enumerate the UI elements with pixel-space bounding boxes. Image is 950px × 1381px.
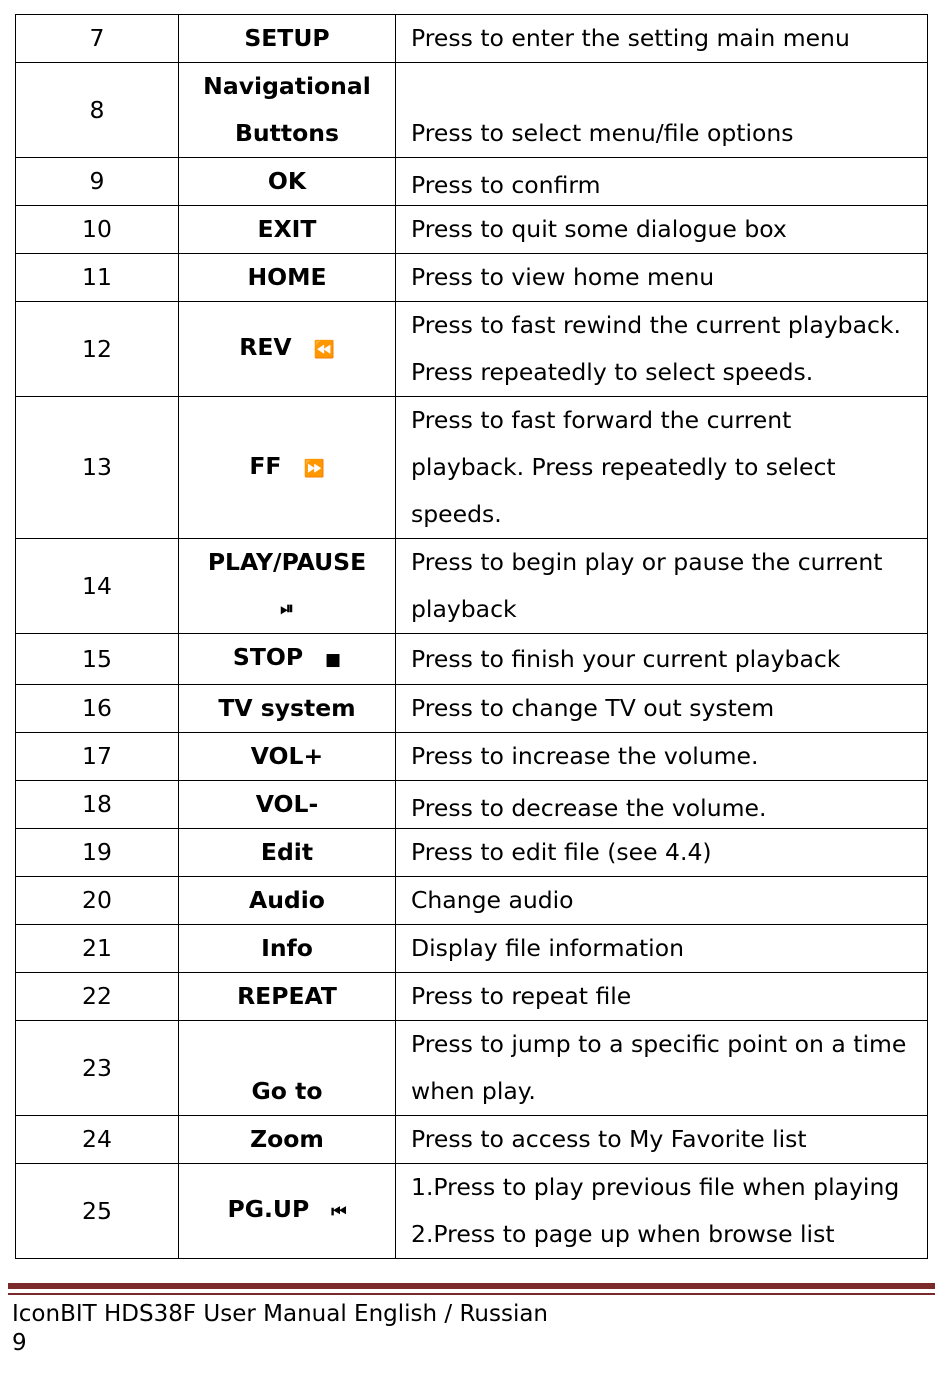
button-description: Press to quit some dialogue box [396,206,928,254]
button-name-text: PG.UP [227,1195,310,1223]
button-description [396,302,928,397]
button-number: 19 [16,829,179,877]
button-description [396,1164,928,1259]
table-row [16,634,928,685]
description-line: Press to fast rewind the current playback. [411,311,901,339]
button-description: Press to change TV out system [396,685,928,733]
button-description [396,397,928,539]
button-name-text: STOP [232,643,304,671]
button-name [179,539,396,634]
table-row [16,15,928,63]
description-line: Press to jump to a specific point on a time [411,1030,907,1058]
button-name: Audio [179,877,396,925]
button-name-text: PLAY/PAUSE [207,548,367,576]
table-row [16,206,928,254]
description-line: Press to begin play or pause the current [411,548,883,576]
button-description: Press to enter the setting main menu [396,15,928,63]
footer-divider-thin [8,1293,935,1295]
remote-buttons-table [15,14,928,1259]
button-number: 17 [16,733,179,781]
button-description: Press to select menu/file options [396,63,928,158]
button-name-text: FF [249,451,282,480]
description-line: Press to fast forward the current [411,406,792,434]
button-description: Press to edit file (see 4.4) [396,829,928,877]
table-row [16,63,928,158]
button-number: 15 [16,634,179,685]
button-description: Press to decrease the volume. [396,781,928,829]
button-name [179,1164,396,1259]
button-description: Change audio [396,877,928,925]
button-number: 23 [16,1021,179,1116]
description-line: when play. [411,1077,536,1105]
description-line: speeds. [411,500,502,528]
button-name: HOME [179,254,396,302]
table-row [16,685,928,733]
button-name-text: Navigational Buttons [203,72,371,147]
button-number: 18 [16,781,179,829]
table-row [16,397,928,539]
button-name: VOL- [179,781,396,829]
button-description: Press to increase the volume. [396,733,928,781]
footer-divider [8,1283,935,1289]
button-name [179,302,396,397]
table-row [16,158,928,206]
page-number: 9 [12,1330,27,1356]
footer-title: IconBIT HDS38F User Manual English / Russian [12,1301,549,1327]
play-pause-icon: ⏯ [280,599,294,619]
description-line: 1.Press to play previous file when playing [411,1173,900,1201]
table-row [16,733,928,781]
rewind-icon: ⏪ [313,340,335,360]
table-row [16,1021,928,1116]
table-row [16,1116,928,1164]
table-row [16,877,928,925]
button-number: 13 [16,397,179,539]
button-number: 22 [16,973,179,1021]
button-number: 25 [16,1164,179,1259]
button-name [179,634,396,685]
button-description: Press to view home menu [396,254,928,302]
description-line: playback [411,595,517,623]
table-row [16,925,928,973]
button-name: Edit [179,829,396,877]
button-name: Go to [179,1021,396,1116]
button-number: 16 [16,685,179,733]
button-name [179,397,396,539]
button-description [396,1021,928,1116]
button-name: EXIT [179,206,396,254]
table-row [16,1164,928,1259]
button-number: 9 [16,158,179,206]
button-number: 12 [16,302,179,397]
table-row [16,781,928,829]
button-name: OK [179,158,396,206]
button-number: 20 [16,877,179,925]
button-name [179,63,396,158]
table-row [16,829,928,877]
previous-track-icon: ⏮ [331,1202,347,1222]
button-name: SETUP [179,15,396,63]
button-description: Press to confirm [396,158,928,206]
button-description: Display file information [396,925,928,973]
button-name: TV system [179,685,396,733]
button-description [396,539,928,634]
button-number: 7 [16,15,179,63]
button-name: Info [179,925,396,973]
table-row [16,302,928,397]
stop-icon: ■ [325,650,342,670]
button-description: Press to repeat file [396,973,928,1021]
button-number: 14 [16,539,179,634]
button-description: Press to finish your current playback [396,634,928,685]
description-line: Press repeatedly to select speeds. [411,358,814,386]
button-description: Press to access to My Favorite list [396,1116,928,1164]
fast-forward-icon: ⏩ [303,458,325,479]
button-number: 10 [16,206,179,254]
button-name: Zoom [179,1116,396,1164]
button-number: 24 [16,1116,179,1164]
button-number: 8 [16,63,179,158]
table-row [16,254,928,302]
table-row [16,539,928,634]
table-row [16,973,928,1021]
description-line: 2.Press to page up when browse list [411,1220,835,1248]
button-name-text: REV [239,333,292,361]
button-name: REPEAT [179,973,396,1021]
description-line: playback. Press repeatedly to select [411,453,836,481]
page-footer [12,1300,548,1358]
button-number: 21 [16,925,179,973]
button-number: 11 [16,254,179,302]
button-name: VOL+ [179,733,396,781]
